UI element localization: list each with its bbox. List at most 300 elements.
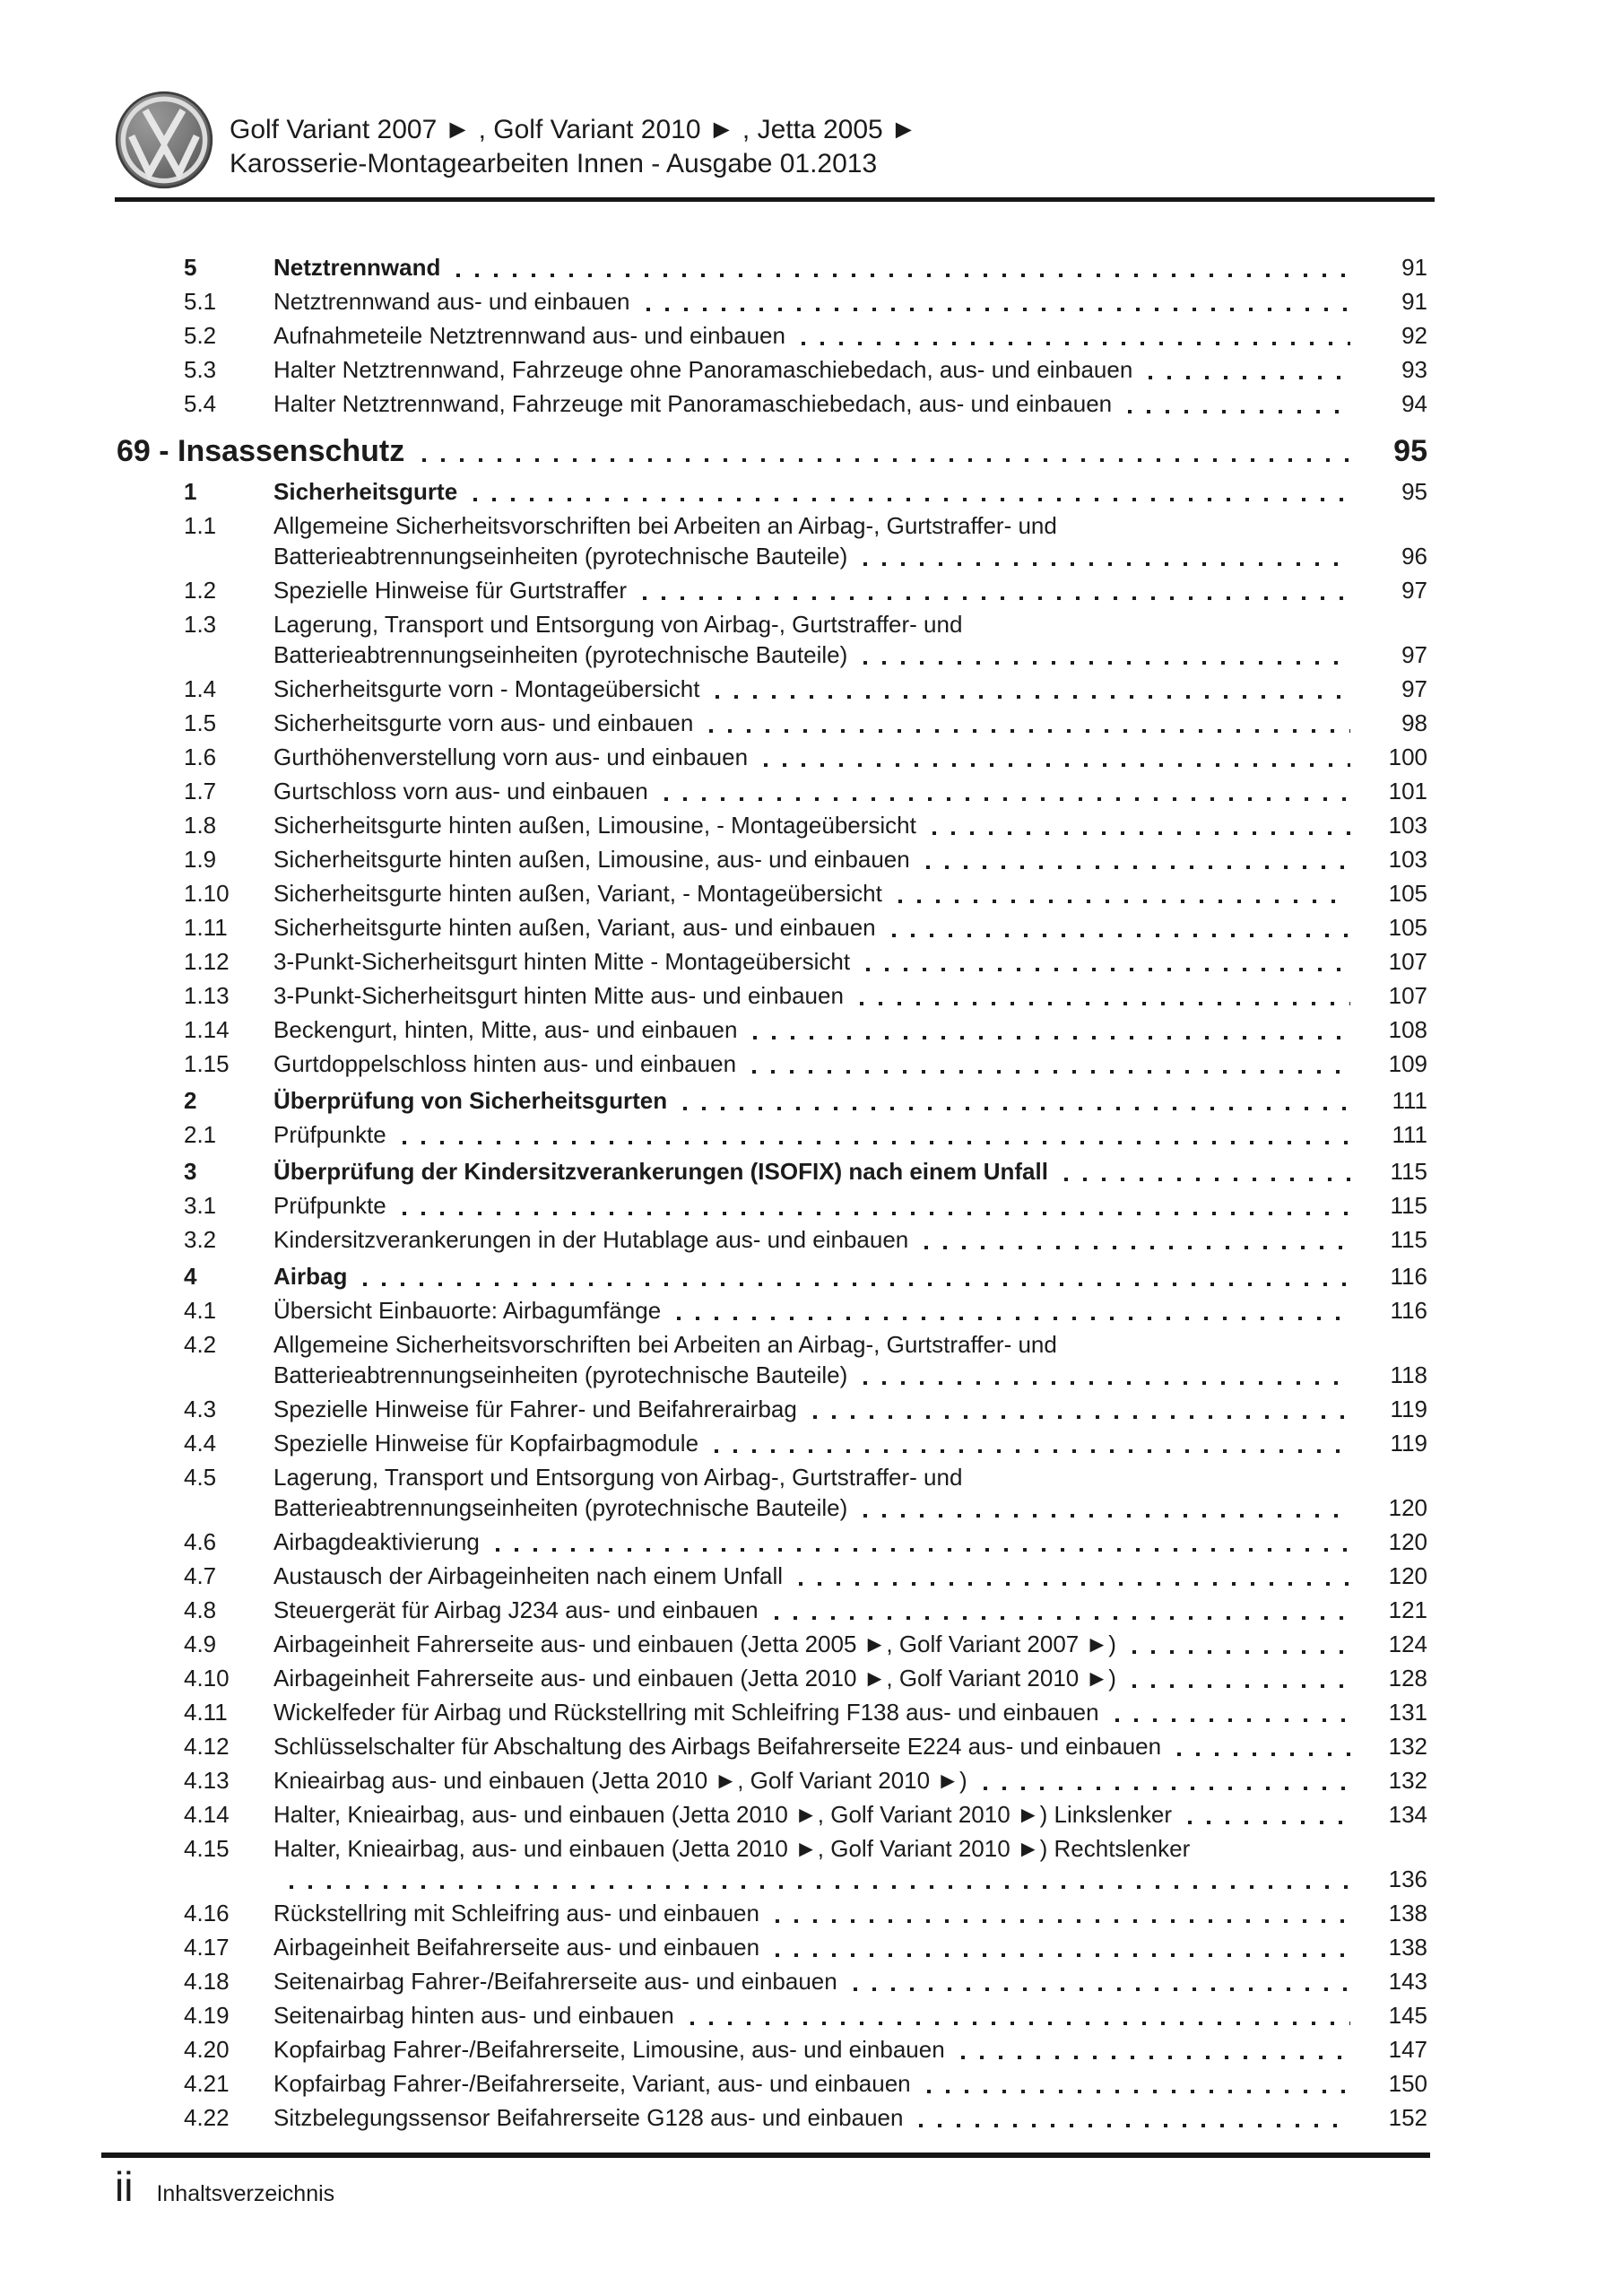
toc-entry <box>117 708 1427 738</box>
footer-rule <box>101 2152 1430 2158</box>
dot-leader <box>716 695 1350 699</box>
toc-entry <box>117 609 1427 670</box>
dot-leader <box>456 274 1350 277</box>
entry-text: Airbageinheit Fahrerseite aus- und einbauen (Jetta 2010 ►, Golf Variant 2010 ►) <box>273 1665 1116 1692</box>
entry-last-line <box>273 1048 1427 1079</box>
entry-page-number: 120 <box>1388 1528 1427 1555</box>
entry-last-line <box>273 541 1427 571</box>
entry-page-number: 120 <box>1388 1494 1427 1521</box>
entry-number: 1.7 <box>184 778 217 804</box>
dot-leader <box>1132 1650 1350 1654</box>
entry-last-line <box>273 252 1427 283</box>
entry-number: 1.9 <box>184 846 217 873</box>
entry-page-number: 138 <box>1388 1900 1427 1926</box>
entry-page-number: 105 <box>1388 880 1427 907</box>
entry-text: Sicherheitsgurte vorn aus- und einbauen <box>273 709 694 736</box>
entry-page-number: 95 <box>1401 478 1427 505</box>
entry-text: Sicherheitsgurte <box>273 478 458 505</box>
entry-body <box>273 354 1427 385</box>
entry-page-number: 134 <box>1388 1801 1427 1828</box>
dot-leader <box>863 562 1350 566</box>
entry-text: Halter Netztrennwand, Fahrzeuge mit Panoramaschiebedach, aus- und einbauen <box>273 390 1113 417</box>
entry-number: 4.3 <box>184 1396 217 1422</box>
entry-body <box>273 776 1427 806</box>
toc-entry <box>117 1156 1427 1187</box>
entry-last-line <box>273 354 1427 385</box>
entry-number: 4.15 <box>184 1835 230 1862</box>
dot-leader <box>927 2090 1350 2093</box>
entry-page-number: 136 <box>1388 1866 1427 1892</box>
entry-body <box>273 742 1427 772</box>
entry-page-number: 101 <box>1388 778 1427 804</box>
entry-page-number: 97 <box>1401 675 1427 702</box>
entry-text: Wickelfeder für Airbag und Rückstellring mit Schleifring F138 aus- und einbauen <box>273 1699 1099 1726</box>
dot-leader <box>715 1449 1350 1453</box>
entry-body <box>273 980 1427 1011</box>
dot-leader <box>664 797 1350 801</box>
entry-last-line <box>273 1663 1427 1693</box>
entry-text: Steuergerät für Airbag J234 aus- und einbauen <box>273 1596 759 1623</box>
entry-page-number: 94 <box>1401 390 1427 417</box>
toc-entry <box>117 1190 1427 1221</box>
entry-text-line: Allgemeine Sicherheitsvorschriften bei Arbeiten an Airbag-, Gurtstraffer- und <box>273 512 1057 539</box>
entry-number: 1.14 <box>184 1016 230 1043</box>
entry-page-number: 152 <box>1388 2104 1427 2131</box>
entry-page-number: 107 <box>1388 982 1427 1009</box>
entry-body <box>273 2034 1427 2065</box>
entry-last-line <box>273 1932 1427 1962</box>
entry-text: Sicherheitsgurte hinten außen, Limousine, - Montageübersicht <box>273 812 916 839</box>
entry-text: Airbag <box>273 1263 348 1290</box>
toc-entry <box>117 844 1427 874</box>
dot-leader <box>403 1212 1350 1215</box>
dot-leader <box>422 458 1350 462</box>
entry-number: 1.10 <box>184 880 230 907</box>
entry-body <box>273 810 1427 840</box>
dot-leader <box>863 1381 1350 1385</box>
toc-entry <box>117 388 1427 419</box>
dot-leader <box>753 1036 1350 1039</box>
entry-body <box>273 946 1427 977</box>
entry-page-number: 116 <box>1390 1263 1427 1290</box>
footer-page-number: ii <box>115 2163 134 2210</box>
entry-text: Knieairbag aus- und einbauen (Jetta 2010 ►, Golf Variant 2010 ►) <box>273 1767 967 1794</box>
toc-entry <box>117 980 1427 1011</box>
entry-last-line <box>273 320 1427 351</box>
entry-text: Sicherheitsgurte vorn - Montageübersicht <box>273 675 700 702</box>
entry-last-line <box>273 2000 1427 2031</box>
dot-leader <box>961 2056 1350 2059</box>
toc-entry <box>117 2000 1427 2031</box>
toc-entry <box>117 1048 1427 1079</box>
entry-body <box>273 1526 1427 1557</box>
toc-entry <box>117 1295 1427 1326</box>
entry-page-number: 131 <box>1388 1699 1427 1726</box>
entry-number: 4.6 <box>184 1528 217 1555</box>
dot-leader <box>932 831 1350 835</box>
dot-leader <box>690 2022 1350 2025</box>
entry-text: Gurtschloss vorn aus- und einbauen <box>273 778 648 804</box>
entry-body <box>273 1731 1427 1761</box>
entry-page-number: 105 <box>1388 914 1427 941</box>
entry-text: Prüfpunkte <box>273 1192 386 1219</box>
entry-text: Sicherheitsgurte hinten außen, Limousine, aus- und einbauen <box>273 846 910 873</box>
entry-number: 1.11 <box>184 914 228 941</box>
entry-last-line <box>273 1731 1427 1761</box>
entry-last-line <box>273 639 1427 670</box>
entry-body <box>273 1595 1427 1625</box>
entry-number: 5.2 <box>184 322 217 349</box>
entry-last-line <box>273 388 1427 419</box>
entry-number: 3.2 <box>184 1226 217 1253</box>
entry-number: 4.1 <box>184 1297 217 1324</box>
entry-page-number: 111 <box>1392 1087 1427 1114</box>
entry-page-number: 150 <box>1388 2070 1427 2097</box>
entry-body <box>273 844 1427 874</box>
toc-entry <box>117 2034 1427 2065</box>
entry-body <box>273 320 1427 351</box>
entry-number: 1 <box>184 478 197 505</box>
entry-text: 3-Punkt-Sicherheitsgurt hinten Mitte aus- und einbauen <box>273 982 844 1009</box>
toc-entry <box>117 1765 1427 1796</box>
entry-text: Spezielle Hinweise für Fahrer- und Beifahrerairbag <box>273 1396 797 1422</box>
entry-text: Gurthöhenverstellung vorn aus- und einbauen <box>273 744 749 770</box>
dot-leader <box>752 1070 1350 1074</box>
entry-body <box>273 912 1427 943</box>
entry-body <box>273 1932 1427 1962</box>
dot-leader <box>854 1987 1350 1991</box>
toc-entry <box>117 1261 1427 1292</box>
entry-body <box>273 575 1427 605</box>
page-footer <box>115 2163 334 2210</box>
entry-last-line <box>273 1595 1427 1625</box>
entry-page-number: 138 <box>1388 1934 1427 1961</box>
entry-body <box>273 1561 1427 1591</box>
dot-leader <box>1132 1684 1350 1688</box>
entry-body <box>273 388 1427 419</box>
entry-last-line <box>273 708 1427 738</box>
entry-last-line <box>273 810 1427 840</box>
entry-text: Übersicht Einbauorte: Airbagumfänge <box>273 1297 662 1324</box>
entry-body <box>273 476 1427 507</box>
toc-entry <box>117 1085 1427 1116</box>
dot-leader <box>496 1548 1350 1552</box>
entry-last-line <box>273 980 1427 1011</box>
entry-body <box>273 1295 1427 1326</box>
entry-last-line <box>273 1526 1427 1557</box>
entry-number: 2 <box>184 1087 197 1114</box>
entry-number: 4.7 <box>184 1562 217 1589</box>
entry-page-number: 128 <box>1388 1665 1427 1692</box>
entry-number: 4.16 <box>184 1900 230 1926</box>
entry-text: Schlüsselschalter für Abschaltung des Airbags Beifahrerseite E224 aus- und einbauen <box>273 1733 1162 1760</box>
toc-entry <box>117 286 1427 317</box>
entry-page-number: 103 <box>1388 846 1427 873</box>
dot-leader <box>813 1415 1350 1419</box>
chapter-title: 69 - Insassenschutz <box>117 434 405 468</box>
entry-text: Batterieabtrennungseinheiten (pyrotechnische Bauteile) <box>273 641 848 668</box>
toc-entry <box>117 1014 1427 1045</box>
entry-body <box>273 1156 1427 1187</box>
entry-text: Seitenairbag Fahrer-/Beifahrerseite aus- und einbauen <box>273 1968 837 1995</box>
entry-text: Gurtdoppelschloss hinten aus- und einbauen <box>273 1050 737 1077</box>
toc-entry <box>117 1394 1427 1424</box>
entry-text: 3-Punkt-Sicherheitsgurt hinten Mitte - Montageübersicht <box>273 948 851 975</box>
entry-last-line <box>273 674 1427 704</box>
entry-number: 4.13 <box>184 1767 230 1794</box>
entry-body <box>273 1329 1427 1390</box>
entry-last-line <box>273 742 1427 772</box>
entry-page-number: 108 <box>1388 1016 1427 1043</box>
entry-last-line <box>273 2034 1427 2065</box>
entry-text: Netztrennwand <box>273 254 441 281</box>
entry-number: 4.22 <box>184 2104 230 2131</box>
entry-number: 4.12 <box>184 1733 230 1760</box>
toc-entry <box>117 1629 1427 1659</box>
toc-entry <box>117 252 1427 283</box>
entry-body <box>273 1663 1427 1693</box>
dot-leader <box>764 763 1350 767</box>
entry-body <box>273 2000 1427 2031</box>
entry-text: Rückstellring mit Schleifring aus- und einbauen <box>273 1900 759 1926</box>
toc-entry <box>117 810 1427 840</box>
entry-body <box>273 1014 1427 1045</box>
header-models-line: Golf Variant 2007 ► , Golf Variant 2010 ► , Jetta 2005 ► <box>230 115 917 144</box>
entry-page-number: 111 <box>1392 1121 1427 1148</box>
entry-number: 5.3 <box>184 356 217 383</box>
dot-leader <box>290 1885 1350 1889</box>
toc-entry <box>117 320 1427 351</box>
toc-entry <box>117 1932 1427 1962</box>
entry-page-number: 143 <box>1388 1968 1427 1995</box>
entry-body <box>273 2068 1427 2099</box>
entry-text: Netztrennwand aus- und einbauen <box>273 288 630 315</box>
entry-page-number: 118 <box>1390 1361 1427 1388</box>
entry-last-line <box>273 1765 1427 1796</box>
entry-last-line <box>273 286 1427 317</box>
entry-page-number: 109 <box>1388 1050 1427 1077</box>
entry-body <box>273 1394 1427 1424</box>
entry-number: 4.4 <box>184 1430 217 1457</box>
entry-page-number: 124 <box>1388 1631 1427 1657</box>
toc-entry <box>117 2068 1427 2099</box>
entry-last-line <box>273 1697 1427 1727</box>
entry-text: Halter, Knieairbag, aus- und einbauen (Jetta 2010 ►, Golf Variant 2010 ►) Linkslenker <box>273 1801 1173 1828</box>
toc-entry <box>117 1833 1427 1894</box>
entry-number: 4.20 <box>184 2036 230 2063</box>
entry-text: Kopfairbag Fahrer-/Beifahrerseite, Limousine, aus- und einbauen <box>273 2036 945 2063</box>
dot-leader <box>1115 1718 1350 1722</box>
entry-page-number: 119 <box>1390 1396 1427 1422</box>
entry-text: Sicherheitsgurte hinten außen, Variant, - Montageübersicht <box>273 880 882 907</box>
entry-last-line <box>273 476 1427 507</box>
toc-entry <box>117 1462 1427 1523</box>
entry-body <box>273 609 1427 670</box>
entry-number: 5.4 <box>184 390 217 417</box>
toc-entry <box>117 674 1427 704</box>
entry-last-line <box>273 1492 1427 1523</box>
entry-last-line <box>273 575 1427 605</box>
dot-leader <box>403 1141 1350 1144</box>
footer-section-label: Inhaltsverzeichnis <box>156 2181 335 2206</box>
entry-number: 1.4 <box>184 675 217 702</box>
entry-last-line <box>273 1898 1427 1928</box>
entry-body <box>273 1428 1427 1458</box>
entry-number: 1.13 <box>184 982 230 1009</box>
dot-leader <box>863 661 1350 665</box>
entry-last-line <box>273 878 1427 909</box>
entry-text: Prüfpunkte <box>273 1121 386 1148</box>
toc-entry <box>117 1697 1427 1727</box>
dot-leader <box>799 1582 1350 1586</box>
entry-page-number: 145 <box>1388 2002 1427 2029</box>
toc-entry <box>117 1119 1427 1150</box>
entry-number: 1.5 <box>184 709 217 736</box>
dot-leader <box>776 1919 1350 1923</box>
toc-entry <box>117 1966 1427 1996</box>
header-rule <box>115 197 1435 202</box>
toc-entry <box>117 1561 1427 1591</box>
entry-body <box>273 1462 1427 1523</box>
dot-leader <box>1188 1821 1350 1824</box>
entry-text: Batterieabtrennungseinheiten (pyrotechnische Bauteile) <box>273 1361 848 1388</box>
entry-page-number: 115 <box>1390 1192 1427 1219</box>
entry-number: 3.1 <box>184 1192 217 1219</box>
entry-text: Seitenairbag hinten aus- und einbauen <box>273 2002 674 2029</box>
toc-entry <box>117 1731 1427 1761</box>
entry-text: Überprüfung der Kindersitzverankerungen (ISOFIX) nach einem Unfall <box>273 1158 1048 1185</box>
entry-body <box>273 708 1427 738</box>
entry-page-number: 121 <box>1388 1596 1427 1623</box>
entry-text: Aufnahmeteile Netztrennwand aus- und einbauen <box>273 322 785 349</box>
entry-page-number: 132 <box>1388 1733 1427 1760</box>
entry-text-line: Lagerung, Transport und Entsorgung von Airbag-, Gurtstraffer- und <box>273 611 963 638</box>
entry-page-number: 97 <box>1401 577 1427 604</box>
entry-last-line <box>273 844 1427 874</box>
toc-entry <box>117 776 1427 806</box>
entry-text: Airbagdeaktivierung <box>273 1528 480 1555</box>
entry-body <box>273 252 1427 283</box>
toc-entry <box>117 2102 1427 2133</box>
dot-leader <box>919 2124 1350 2127</box>
dot-leader <box>898 900 1350 903</box>
entry-page-number: 91 <box>1401 254 1427 281</box>
header-subtitle-line: Karosserie-Montagearbeiten Innen - Ausgabe 01.2013 <box>230 149 878 178</box>
entry-last-line <box>273 1261 1427 1292</box>
dot-leader <box>646 308 1350 311</box>
entry-text: Sicherheitsgurte hinten außen, Variant, aus- und einbauen <box>273 914 876 941</box>
entry-last-line <box>273 1799 1427 1830</box>
entry-body <box>273 286 1427 317</box>
entry-body <box>273 1898 1427 1928</box>
toc-entry <box>117 912 1427 943</box>
entry-last-line <box>273 1428 1427 1458</box>
entry-number: 4.9 <box>184 1631 217 1657</box>
entry-page-number: 132 <box>1388 1767 1427 1794</box>
entry-last-line <box>273 1864 1427 1894</box>
entry-number: 5 <box>184 254 197 281</box>
entry-last-line <box>273 912 1427 943</box>
toc-entry <box>117 878 1427 909</box>
entry-page-number: 115 <box>1390 1226 1427 1253</box>
entry-page-number: 100 <box>1388 744 1427 770</box>
toc-entry <box>117 1224 1427 1255</box>
entry-last-line <box>273 946 1427 977</box>
entry-last-line <box>273 1156 1427 1187</box>
entry-text-line: Halter, Knieairbag, aus- und einbauen (Jetta 2010 ►, Golf Variant 2010 ►) Rechtslenker <box>273 1835 1191 1862</box>
entry-body <box>273 1833 1427 1894</box>
entry-number: 1.1 <box>184 512 217 539</box>
entry-text: Überprüfung von Sicherheitsgurten <box>273 1087 668 1114</box>
entry-number: 1.12 <box>184 948 230 975</box>
entry-body <box>273 1119 1427 1150</box>
entry-page-number: 103 <box>1388 812 1427 839</box>
entry-page-number: 91 <box>1401 288 1427 315</box>
toc-entry <box>117 742 1427 772</box>
entry-last-line <box>273 1014 1427 1045</box>
dot-leader <box>775 1616 1350 1620</box>
entry-body <box>273 674 1427 704</box>
entry-page-number: 147 <box>1388 2036 1427 2063</box>
entry-last-line <box>273 1394 1427 1424</box>
dot-leader <box>1149 376 1350 379</box>
entry-body <box>273 2102 1427 2133</box>
toc-entry <box>117 1663 1427 1693</box>
toc-entry <box>117 354 1427 385</box>
dot-leader <box>866 968 1350 971</box>
entry-text: Sitzbelegungssensor Beifahrerseite G128 aus- und einbauen <box>273 2104 904 2131</box>
table-of-contents <box>117 246 1427 2136</box>
toc-entry <box>117 1595 1427 1625</box>
entry-page-number: 119 <box>1390 1430 1427 1457</box>
entry-last-line <box>273 1629 1427 1659</box>
entry-text: Spezielle Hinweise für Gurtstraffer <box>273 577 628 604</box>
dot-leader <box>683 1107 1350 1110</box>
entry-text: Batterieabtrennungseinheiten (pyrotechnische Bauteile) <box>273 1494 848 1521</box>
entry-last-line <box>273 1295 1427 1326</box>
dot-leader <box>473 498 1350 501</box>
chapter-page-number: 95 <box>1393 434 1427 468</box>
entry-page-number: 98 <box>1401 709 1427 736</box>
entry-page-number: 107 <box>1388 948 1427 975</box>
entry-body <box>273 1261 1427 1292</box>
entry-number: 1.15 <box>184 1050 230 1077</box>
entry-number: 3 <box>184 1158 197 1185</box>
dot-leader <box>709 729 1350 733</box>
entry-body <box>273 1799 1427 1830</box>
entry-last-line <box>273 776 1427 806</box>
dot-leader <box>863 1514 1350 1518</box>
toc-entry <box>117 1898 1427 1928</box>
entry-last-line <box>273 1119 1427 1150</box>
toc-entry <box>117 1428 1427 1458</box>
dot-leader <box>860 1002 1350 1005</box>
entry-page-number: 115 <box>1390 1158 1427 1185</box>
entry-body <box>273 878 1427 909</box>
toc-entry <box>117 1329 1427 1390</box>
entry-page-number: 116 <box>1390 1297 1427 1324</box>
dot-leader <box>677 1317 1350 1320</box>
dot-leader <box>1128 410 1350 413</box>
entry-last-line <box>273 1966 1427 1996</box>
entry-number: 4.5 <box>184 1464 217 1491</box>
entry-body <box>273 1629 1427 1659</box>
toc-entry <box>117 1799 1427 1830</box>
entry-last-line <box>273 1561 1427 1591</box>
entry-text: Spezielle Hinweise für Kopfairbagmodule <box>273 1430 699 1457</box>
dot-leader <box>363 1283 1350 1286</box>
entry-text: Airbageinheit Fahrerseite aus- und einbauen (Jetta 2005 ►, Golf Variant 2007 ►) <box>273 1631 1116 1657</box>
